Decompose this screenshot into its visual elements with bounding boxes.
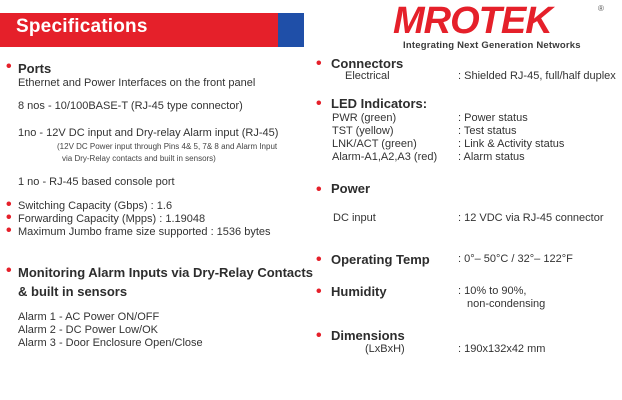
ports-line-console: 1 no - RJ-45 based console port <box>18 176 175 188</box>
led-value-alarm: : Alarm status <box>458 151 525 163</box>
monitoring-heading-line-1: Monitoring Alarm Inputs via Dry-Relay Contacts <box>18 265 313 280</box>
power-value: : 12 VDC via RJ-45 connector <box>458 212 604 224</box>
jumbo-frame-size: Maximum Jumbo frame size supported : 1536 bytes <box>18 226 271 238</box>
page-title: Specifications <box>16 16 148 37</box>
led-label-lnk: LNK/ACT (green) <box>332 138 417 150</box>
header-banner-accent <box>278 13 304 47</box>
bullet-icon: • <box>6 222 12 239</box>
ports-line-dc-input: 1no - 12V DC input and Dry-relay Alarm input (RJ-45) <box>18 127 279 139</box>
logo-tagline: Integrating Next Generation Networks <box>403 40 581 51</box>
alarm-3: Alarm 3 - Door Enclosure Open/Close <box>18 337 203 349</box>
bullet-icon: • <box>6 262 12 279</box>
connectors-heading: Connectors <box>331 56 404 71</box>
ports-note-line-1: (12V DC Power input through Pins 4& 5, 7& 8 and Alarm Input <box>57 142 278 151</box>
ports-line-ethernet: 8 nos - 10/100BASE-T (RJ-45 type connector) <box>18 100 243 112</box>
bullet-icon: • <box>316 251 322 268</box>
connectors-value: : Shielded RJ-45, full/half duplex <box>458 70 616 82</box>
bullet-icon: • <box>316 327 322 344</box>
led-label-tst: TST (yellow) <box>332 125 394 137</box>
logo-registered-mark: ® <box>598 4 604 13</box>
humidity-value-2: non-condensing <box>467 298 546 310</box>
led-heading: LED Indicators: <box>331 96 428 111</box>
forwarding-capacity: Forwarding Capacity (Mpps) : 1.19048 <box>18 213 206 225</box>
bullet-icon: • <box>316 181 322 198</box>
led-label-pwr: PWR (green) <box>332 112 397 124</box>
ports-heading: Ports <box>18 61 52 76</box>
bullet-icon: • <box>316 283 322 300</box>
bullet-icon: • <box>6 196 12 213</box>
led-value-pwr: : Power status <box>458 112 528 124</box>
connectors-label: Electrical <box>345 70 390 82</box>
bullet-icon: • <box>316 95 322 112</box>
bullet-icon: • <box>316 55 322 72</box>
brand-logo <box>393 2 608 52</box>
ports-note-line-2: via Dry-Relay contacts and built in sensors) <box>62 154 216 163</box>
led-label-alarm: Alarm-A1,A2,A3 (red) <box>332 151 438 163</box>
power-heading: Power <box>331 181 371 196</box>
monitoring-heading-line-2: & built in sensors <box>18 284 128 299</box>
logo-wordmark: MROTEK <box>393 0 552 42</box>
humidity-heading: Humidity <box>331 284 387 299</box>
operating-temp-value: : 0°– 50°C / 32°– 122°F <box>458 253 573 265</box>
switching-capacity: Switching Capacity (Gbps) : 1.6 <box>18 200 173 212</box>
power-label: DC input <box>333 212 376 224</box>
humidity-value-1: : 10% to 90%, <box>458 285 527 297</box>
alarm-1: Alarm 1 - AC Power ON/OFF <box>18 311 160 323</box>
led-value-lnk: : Link & Activity status <box>458 138 565 150</box>
bullet-icon: • <box>6 58 12 75</box>
bullet-icon: • <box>6 209 12 226</box>
dimensions-label: (LxBxH) <box>365 343 405 355</box>
operating-temp-heading: Operating Temp <box>331 252 430 267</box>
dimensions-heading: Dimensions <box>331 328 405 343</box>
led-value-tst: : Test status <box>458 125 517 137</box>
alarm-2: Alarm 2 - DC Power Low/OK <box>18 324 158 336</box>
dimensions-value: : 190x132x42 mm <box>458 343 546 355</box>
ports-subtitle: Ethernet and Power Interfaces on the front panel <box>18 77 256 89</box>
